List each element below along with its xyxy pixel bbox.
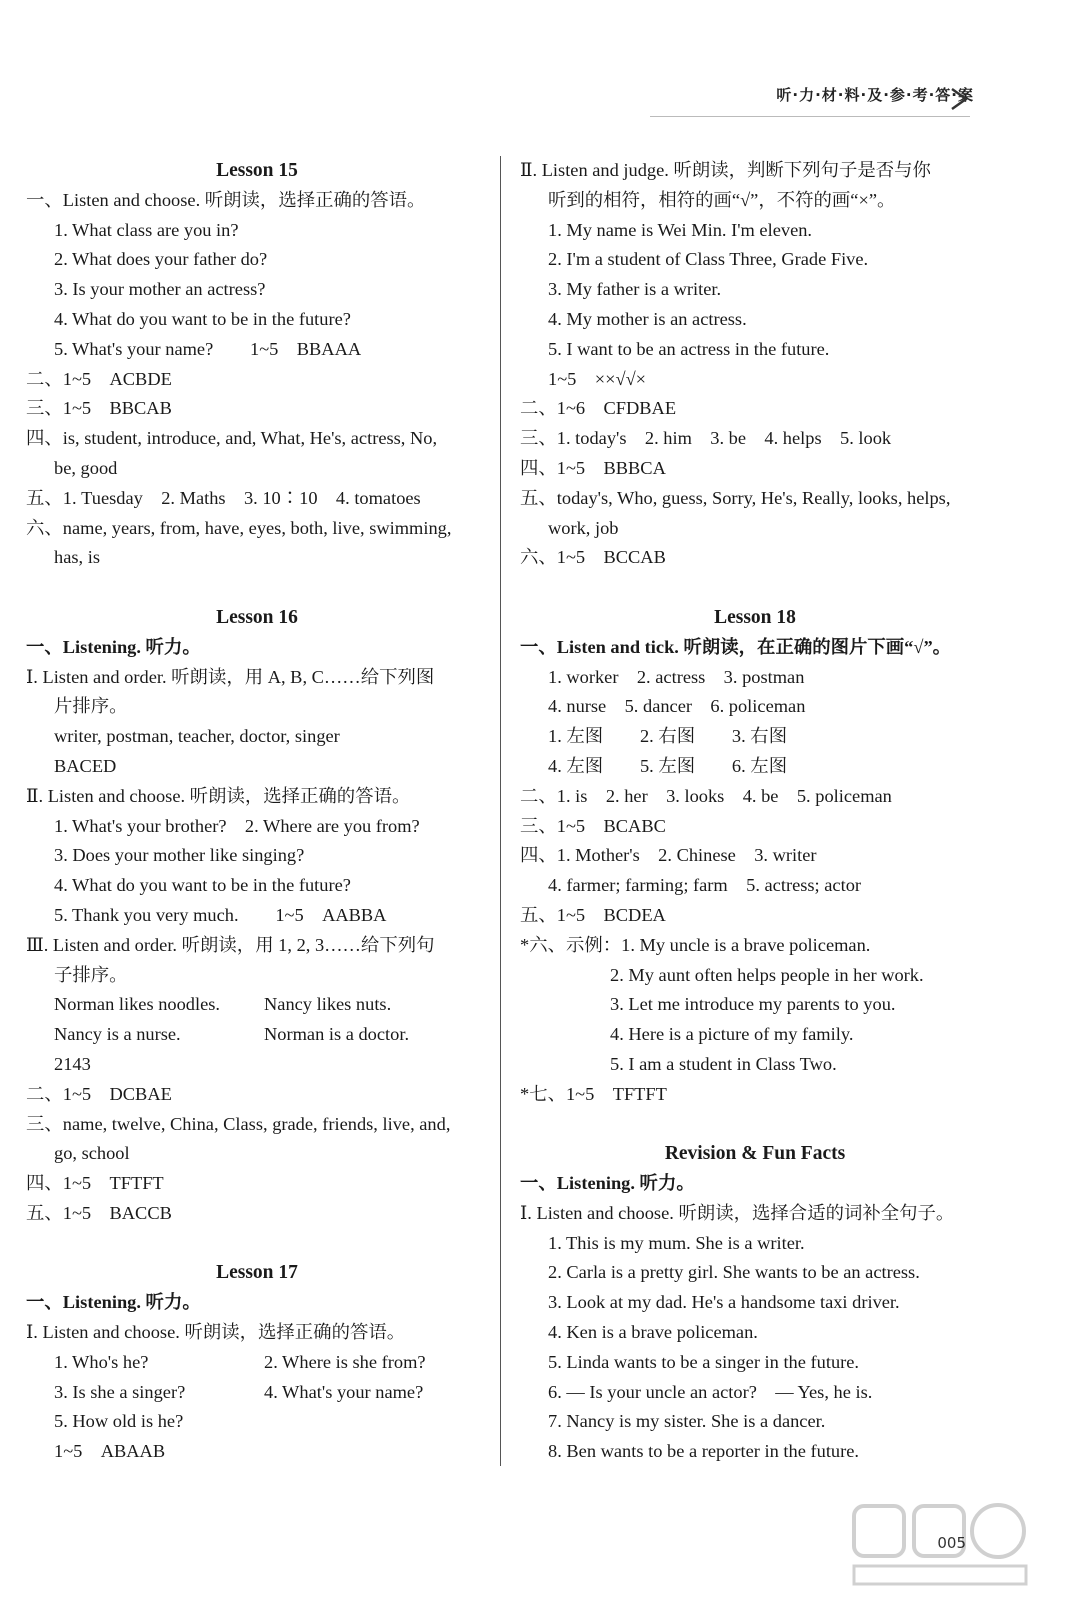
answer-line: 1. What's your brother? 2. Where are you from?	[54, 815, 420, 836]
answer-line: *七、1~5 TFTFT	[520, 1083, 667, 1104]
answer-cell: 3. Is she a singer?	[54, 1381, 186, 1402]
answer-line: 4. My mother is an actress.	[548, 308, 747, 329]
answer-line: 1. What class are you in?	[54, 219, 239, 240]
answer-line: 2. I'm a student of Class Three, Grade Five.	[548, 249, 869, 270]
answer-line: Ⅲ. Listen and order. 听朗读，用 1, 2, 3……给下列句	[26, 934, 435, 955]
answer-line: 1. This is my mum. She is a writer.	[548, 1232, 805, 1253]
answer-line: 2. My aunt often helps people in her work.	[610, 964, 924, 985]
watermark-logo-icon	[850, 1500, 1030, 1590]
answer-line: 六、1~5 BCCAB	[520, 547, 666, 568]
answer-line: 三、1. today's 2. him 3. be 4. helps 5. look	[520, 428, 892, 449]
answer-line: work, job	[548, 517, 619, 538]
answer-cell: Nancy is a nurse.	[54, 1024, 181, 1045]
answer-line: 一、Listening. 听力。	[26, 636, 201, 657]
answer-line: 1~5 ××√√×	[548, 368, 647, 389]
answer-cell: 1. Who's he?	[54, 1351, 149, 1372]
answer-line: go, school	[54, 1143, 130, 1164]
answer-line: 8. Ben wants to be a reporter in the future.	[548, 1441, 860, 1462]
answer-cell: Norman likes noodles.	[54, 994, 221, 1015]
answer-line: 三、1~5 BCABC	[520, 815, 666, 836]
answer-line: *六、示例：1. My uncle is a brave policeman.	[520, 934, 871, 955]
answer-line: 5. What's your name? 1~5 BBAAA	[54, 338, 362, 359]
answer-line: 4. Ken is a brave policeman.	[548, 1322, 758, 1343]
answer-line: 5. Thank you very much. 1~5 AABBA	[54, 904, 387, 925]
answer-line: Ⅱ. Listen and judge. 听朗读，判断下列句子是否与你	[520, 160, 931, 180]
answer-line: 4. What do you want to be in the future?	[54, 308, 351, 329]
answer-line: 片排序。	[54, 696, 128, 717]
answer-line: 5. How old is he?	[54, 1411, 184, 1432]
answer-line: 3. Let me introduce my parents to you.	[610, 994, 896, 1015]
answer-line: Ⅰ. Listen and choose. 听朗读，选择正确的答语。	[26, 1322, 406, 1343]
answer-row	[26, 1020, 488, 1050]
answer-line: 5. Linda wants to be a singer in the future.	[548, 1351, 860, 1372]
answer-line: 6. — Is your uncle an actor? — Yes, he is.	[548, 1381, 873, 1402]
answer-line: Ⅰ. Listen and order. 听朗读，用 A, B, C……给下列图	[26, 666, 435, 687]
answer-line: 7. Nancy is my sister. She is a dancer.	[548, 1411, 826, 1432]
answer-line: 1~5 ABAAB	[54, 1441, 166, 1462]
answer-line: 1. My name is Wei Min. I'm eleven.	[548, 219, 813, 240]
answer-line: 3. My father is a writer.	[548, 279, 722, 300]
answer-line: 2. Carla is a pretty girl. She wants to be an actress.	[548, 1262, 920, 1283]
answer-line: 五、1~5 BACCB	[26, 1202, 172, 1223]
running-header: 听·力·材·料·及·参·考·答·案	[776, 86, 974, 104]
answer-line: 二、1~5 DCBAE	[26, 1083, 172, 1104]
answer-line: 二、1~6 CFDBAE	[520, 398, 677, 419]
answer-row	[26, 990, 488, 1020]
answer-line: Ⅰ. Listen and choose. 听朗读，选择合适的词补全句子。	[520, 1202, 955, 1223]
answer-line: 1. worker 2. actress 3. postman	[548, 666, 805, 687]
answer-line: 四、1~5 TFTFT	[26, 1173, 164, 1194]
answer-line: 3. Look at my dad. He's a handsome taxi driver.	[548, 1292, 900, 1313]
lesson-15-title: Lesson 15	[216, 160, 298, 181]
answer-line: 4. nurse 5. dancer 6. policeman	[548, 696, 806, 717]
revision-title: Revision & Fun Facts	[664, 1143, 846, 1165]
answer-line: 4. farmer; farming; farm 5. actress; actor	[548, 875, 862, 896]
answer-line: 3. Does your mother like singing?	[54, 845, 305, 866]
answer-line: 3. Is your mother an actress?	[54, 279, 266, 300]
answer-cell: Norman is a doctor.	[264, 1024, 410, 1045]
answer-line: 四、1. Mother's 2. Chinese 3. writer	[520, 845, 817, 866]
right-column	[520, 156, 990, 1467]
answer-line: 4. 左图 5. 左图 6. 左图	[548, 755, 788, 776]
answer-line: 一、Listening. 听力。	[26, 1292, 201, 1313]
answer-line: 三、name, twelve, China, Class, grade, friends, live, and,	[26, 1113, 451, 1134]
header-rule	[650, 116, 970, 117]
lesson-18-title: Lesson 18	[714, 606, 796, 628]
chevron-right-icon	[946, 86, 972, 112]
answer-line: 1. 左图 2. 右图 3. 右图	[548, 726, 788, 747]
answer-line: 四、is, student, introduce, and, What, He's, actress, No,	[26, 428, 438, 449]
answer-line: 五、today's, Who, guess, Sorry, He's, Really, looks, helps,	[520, 487, 951, 508]
answer-cell: 2. Where is she from?	[264, 1351, 426, 1372]
answer-cell: Nancy likes nuts.	[264, 994, 392, 1015]
answer-cell: 4. What's your name?	[264, 1381, 424, 1402]
answer-line: 5. I am a student in Class Two.	[610, 1053, 837, 1074]
answer-row	[26, 1348, 488, 1378]
column-divider	[500, 156, 501, 1466]
left-column	[26, 156, 488, 1467]
answer-line: be, good	[54, 457, 118, 478]
lesson-16-title: Lesson 16	[216, 606, 298, 628]
answer-line: 三、1~5 BBCAB	[26, 398, 172, 419]
answer-line: 听到的相符，相符的画“√”，不符的画“×”。	[548, 189, 896, 210]
answer-line: 五、1. Tuesday 2. Maths 3. 10∶10 4. tomatoes	[26, 487, 421, 508]
answer-line: 2. What does your father do?	[54, 249, 268, 270]
page-number: 005	[937, 1534, 966, 1552]
answer-line: 4. What do you want to be in the future?	[54, 875, 351, 896]
answer-line: 五、1~5 BCDEA	[520, 904, 666, 925]
answer-line: 子排序。	[54, 964, 128, 985]
answer-row	[26, 1378, 488, 1408]
answer-line: 2143	[54, 1053, 91, 1074]
answer-line: writer, postman, teacher, doctor, singer	[54, 726, 340, 747]
answer-line: Ⅱ. Listen and choose. 听朗读，选择正确的答语。	[26, 785, 411, 806]
lesson-17-title: Lesson 17	[216, 1262, 298, 1284]
answer-line: BACED	[54, 755, 117, 776]
answer-line: 一、Listen and tick. 听朗读，在正确的图片下画“√”。	[520, 636, 952, 657]
answer-line: 二、1. is 2. her 3. looks 4. be 5. policeman	[520, 785, 892, 806]
answer-line: 一、Listening. 听力。	[520, 1173, 695, 1194]
answer-line: 四、1~5 BBBCA	[520, 457, 666, 478]
answer-line: has, is	[54, 547, 100, 568]
answer-line: 4. Here is a picture of my family.	[610, 1024, 854, 1045]
answer-line: 六、name, years, from, have, eyes, both, live, swimming,	[26, 517, 452, 538]
answer-line: 一、Listen and choose. 听朗读，选择正确的答语。	[26, 189, 426, 210]
answer-line: 二、1~5 ACBDE	[26, 368, 172, 389]
answer-line: 5. I want to be an actress in the future.	[548, 338, 830, 359]
